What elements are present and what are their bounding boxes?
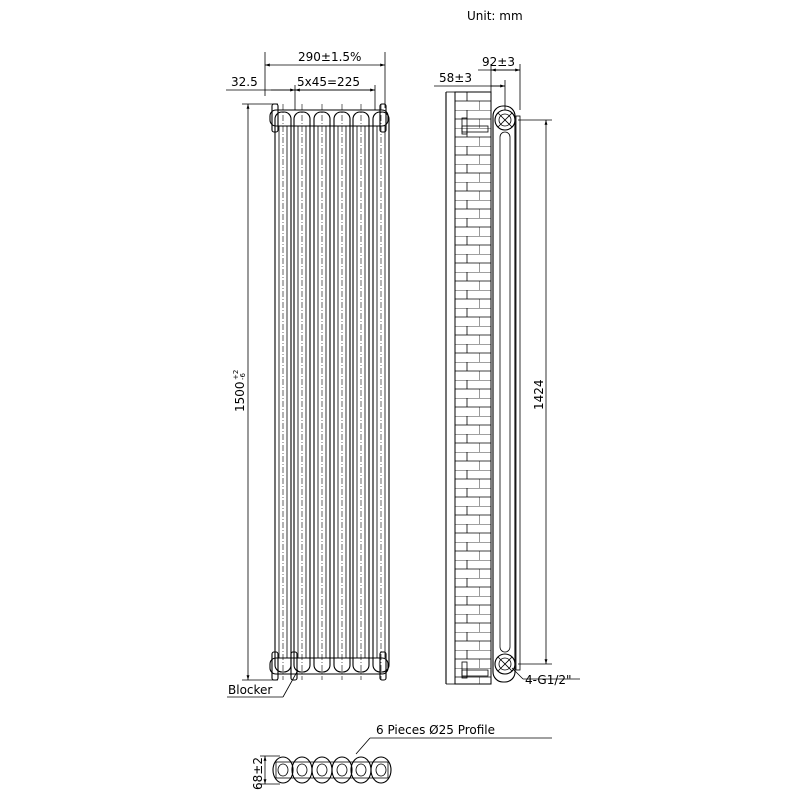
profile-tube-inner bbox=[278, 764, 288, 776]
connection-label: 4-G1/2" bbox=[525, 673, 572, 687]
depth-dim: 92±3 bbox=[482, 55, 515, 69]
profile-tube-inner bbox=[376, 764, 386, 776]
profile-view bbox=[251, 723, 552, 790]
radiator-columns bbox=[275, 104, 389, 680]
height-tol-upper: +2 bbox=[232, 369, 240, 380]
edge-offset-dim: 32.5 bbox=[231, 75, 258, 89]
profile-tube bbox=[351, 757, 371, 783]
profile-tube bbox=[292, 757, 312, 783]
profile-tube bbox=[312, 757, 332, 783]
profile-tube-inner bbox=[356, 764, 366, 776]
height-dim: 1500 bbox=[233, 381, 247, 412]
blocker-label: Blocker bbox=[228, 683, 273, 697]
unit-label: Unit: mm bbox=[467, 9, 523, 23]
profile-tube bbox=[332, 757, 352, 783]
wall-gap-dim: 58±3 bbox=[439, 71, 472, 85]
side-view bbox=[434, 55, 580, 687]
column-pitch-dim: 5x45=225 bbox=[297, 75, 360, 89]
centre-distance-dim: 1424 bbox=[532, 379, 546, 410]
top-header bbox=[270, 104, 388, 132]
profile-tube-inner bbox=[297, 764, 307, 776]
bottom-header bbox=[270, 652, 388, 680]
front-view bbox=[226, 50, 389, 697]
height-tol-lower: -6 bbox=[239, 373, 247, 380]
profile-circles bbox=[273, 757, 391, 783]
profile-tube-inner bbox=[337, 764, 347, 776]
overall-width-dim: 290±1.5% bbox=[298, 50, 362, 64]
profile-title: 6 Pieces Ø25 Profile bbox=[376, 723, 496, 737]
profile-depth-dim: 68±2 bbox=[251, 757, 265, 790]
wall-bricks bbox=[455, 92, 491, 684]
profile-tube-inner bbox=[317, 764, 327, 776]
